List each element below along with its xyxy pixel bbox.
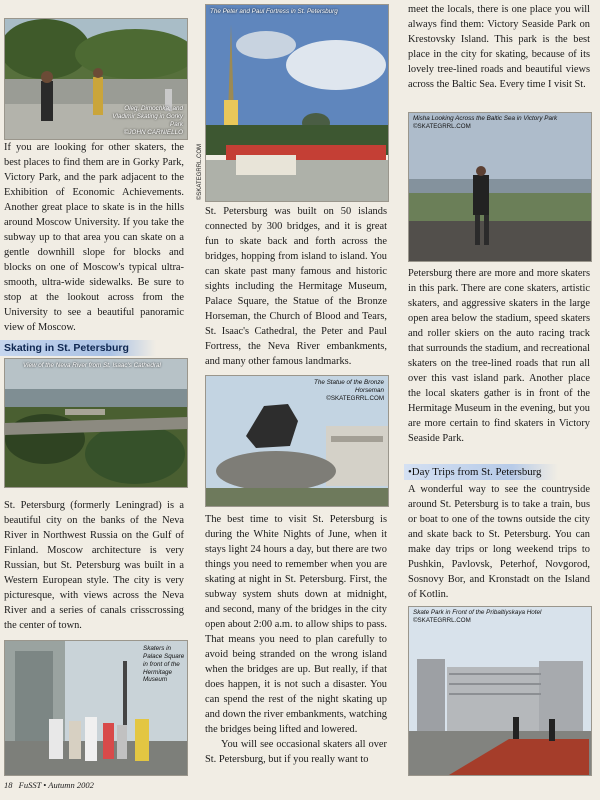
photo-neva-river [4, 358, 188, 488]
article-text-col3-top [408, 2, 590, 92]
magazine-name: FuSST [18, 780, 42, 790]
photo-caption: Skate Park in Front of the Pribaltiyskaya Hotel [413, 609, 542, 616]
photo-credit: ©SKATEGRRL.COM [326, 395, 384, 402]
paragraph: Petersburg there are more and more skaters in this park. There are cone skaters, artistic skaters, and aggressive skaters in the large open area below the stadium, speed skaters and roller skiers on the auto racing track that surrounds the stadium, and recreational skaters on the tree-lined roads that run all over this vast island park. Another place the local skaters gather is in front of the Hermitage Museum in the evening, but you are more certain to find skaters in Victory Seaside Park. [408, 268, 590, 444]
photo-caption: The Peter and Paul Fortress in St. Petersburg [210, 8, 338, 15]
photo-credit: ©SKATEGRRL.COM [413, 123, 471, 130]
paragraph: meet the locals, there is one place you will always find them: Victory Seaside Park on Krestovsky Island. This park is the best place in the city for skating, because of its lovely tree-lined roads and beautiful views across the Baltic Sea. Every time I visit St. [408, 4, 590, 90]
paragraph: St. Petersburg was built on 50 islands connected by 300 bridges, and it is great fun to skate back and forth across the bridges, hopping from island to island. You can skate past many famous and historic sights including the Hermitage Museum, Palace Square, the Statue of the Bronze Horseman, the Church of Blood and Tears, St. Isaac's Cathedral, the Peter and Paul Fortress, the Neva River embankments, and many other famous landmarks. [205, 206, 387, 367]
paragraph: The best time to visit St. Petersburg is during the White Nights of June, when it stays light 24 hours a day, but there are two things you need to remember when you are skating at night in St. Petersburg. First, the subway system shuts down at midnight, and second, many of the bridges in the city open about 2:00 a.m. to allow ships to pass. That means you need to plan carefully to avoid being stranded on the wrong island when the bridges are up. But really, if that does happen, it is not such a disaster. You can spend the rest of the night skating up and down the river embankments, watching the bridges being lifted and lowered. [205, 514, 387, 735]
neva-river-image [5, 359, 187, 487]
photo-credit: ©SKATEGRRL.COM [413, 617, 471, 624]
issue-date: Autumn 2002 [48, 780, 94, 790]
baltic-sea-image [409, 113, 591, 261]
fortress-image [206, 5, 388, 201]
paragraph: You will see occasional skaters all over St. Petersburg, but if you really want to [205, 739, 387, 765]
section-heading-text: •Day Trips from St. Petersburg [408, 466, 542, 478]
section-heading-text: Skating in St. Petersburg [4, 342, 129, 354]
photo-bronze-horseman [205, 375, 389, 507]
photo-palace-square [4, 640, 188, 776]
photo-peter-paul-fortress [205, 4, 389, 202]
photo-pribaltiyskaya-hotel [408, 606, 592, 776]
photo-caption: The Statue of the Bronze Horseman [314, 379, 385, 394]
photo-baltic-sea [408, 112, 592, 262]
photo-caption: Skaters in Palace Square in front of the Hermitage Museum [143, 645, 185, 684]
photo-caption: View of the Neva River from St. Isaac's Cathedral [23, 362, 161, 369]
footer-separator: • [43, 780, 47, 790]
section-heading-skating [0, 340, 156, 356]
photo-credit-vertical: ©SKATEGRRL.COM [197, 144, 203, 200]
page-footer [4, 780, 94, 790]
photo-credit: ©JOHN CARNIELLO [123, 129, 183, 137]
article-text-col1-top [4, 140, 184, 335]
paragraph: A wonderful way to see the countryside around St. Petersburg is to take a train, bus or boat to one of the towns outside the city and skate back to St. Petersburg. You can make day trips or long weekend trips to Pushkin, Pavlovsk, Peterhof, Novgorod, Sosnovy Bor, and Kronstadt on the Island of Kotlin. [408, 484, 590, 600]
section-heading-day-trips [404, 464, 558, 480]
page-number: 18 [4, 780, 13, 790]
skate-park-image [409, 607, 591, 775]
paragraph: St. Petersburg (formerly Leningrad) is a beautiful city on the banks of the Neva River in Northwest Russia on the Gulf of Finland. Moscow architecture is very Russian, but St. Petersburg was built in a Western European style. The city is very picturesque, with views across the Neva River and a series of canals crisscrossing the center of town. [4, 500, 184, 631]
photo-caption: Oleg, Dimochka, and Vladimir Skating in Gorky Park [112, 105, 183, 129]
article-text-col1-mid [4, 498, 184, 633]
photo-gorky-park [4, 18, 188, 140]
article-text-col2-mid [205, 512, 387, 767]
article-text-col3-day [408, 482, 590, 602]
paragraph: If you are looking for other skaters, the best places to find them are in Gorky Park, Victory Park, and the park adjacent to the Exhibition of Economic Achievements. Another great place to skate is in the hills around Moscow University. If you take the subway up to that area you can skate on a gentle downhill slope for blocks and blocks on one of Moscow's typical ultra-smooth, ultra-wide sidewalks. Be sure to stop at the lookout across from the University to see a beautiful panoramic view of Moscow. [4, 142, 184, 333]
article-text-col2-top [205, 204, 387, 369]
article-text-col3-mid [408, 266, 590, 446]
photo-caption: Misha Looking Across the Baltic Sea in Victory Park [413, 115, 558, 122]
